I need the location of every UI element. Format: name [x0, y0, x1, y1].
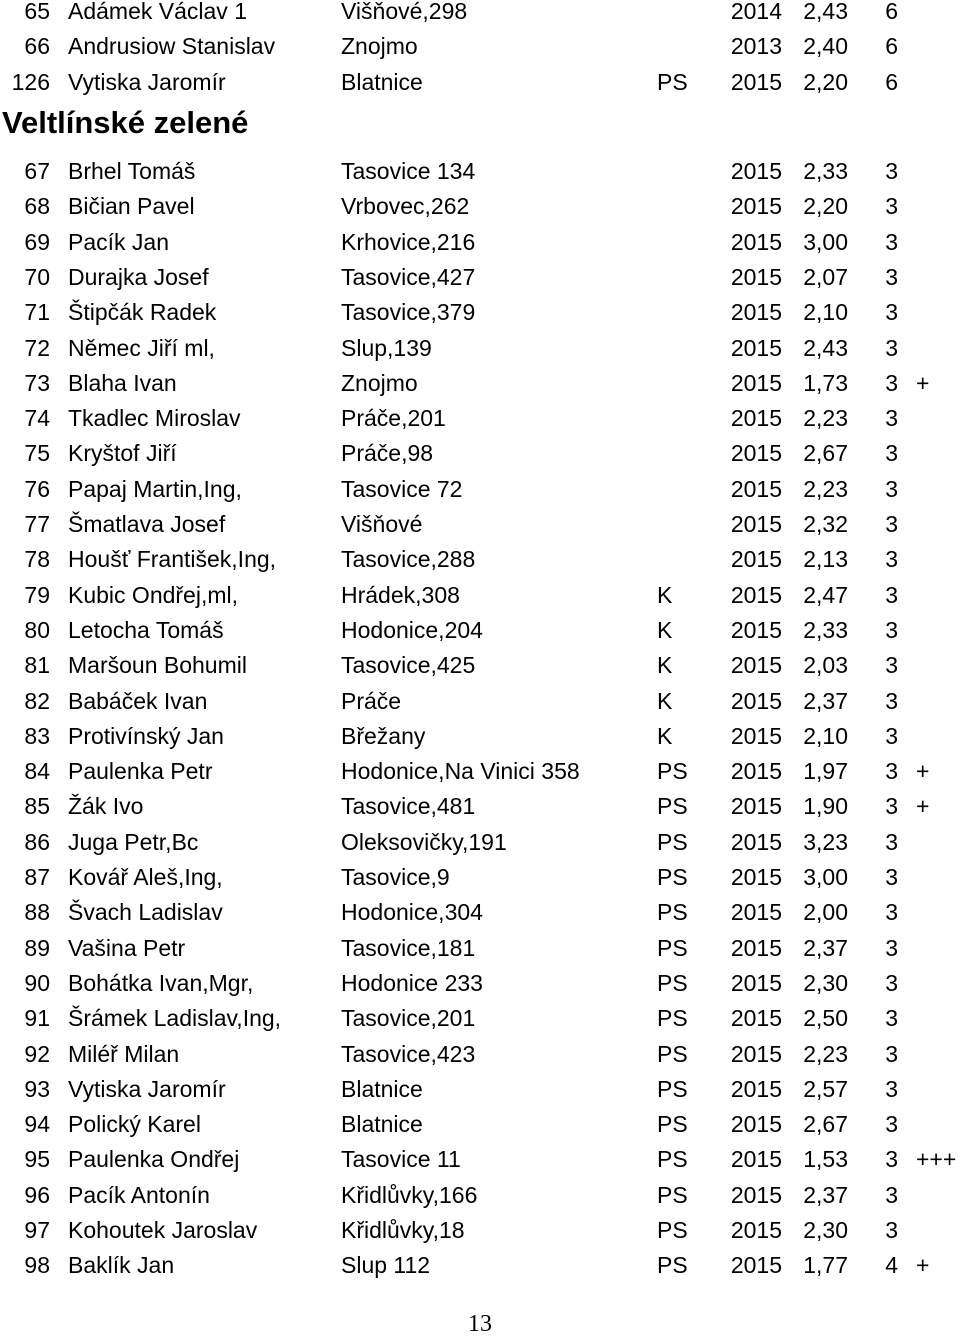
grower-name: Vytiska Jaromír [68, 1075, 226, 1102]
grower-name: Protivínský Jan [68, 722, 224, 749]
score-value: 2,13 [803, 546, 848, 573]
score-value: 2,50 [803, 1005, 848, 1032]
grower-name: Tkadlec Miroslav [68, 405, 241, 432]
sample-count: 3 [885, 193, 898, 220]
score-value: 2,37 [803, 687, 848, 714]
entry-number: 70 [24, 263, 50, 290]
table-row [0, 1142, 960, 1177]
grower-address: Hodonice,304 [341, 899, 483, 926]
table-row [0, 1001, 960, 1036]
grower-name: Baklík Jan [68, 1252, 175, 1279]
section-title: Veltlínské zelené [2, 105, 249, 140]
grower-name: Kryštof Jiří [68, 440, 177, 467]
vintage-year: 2015 [730, 334, 782, 361]
sample-count: 3 [885, 1040, 898, 1067]
category-flag: PS [657, 969, 688, 996]
score-value: 1,97 [803, 758, 848, 785]
grower-name: Brhel Tomáš [68, 158, 196, 184]
score-value: 2,47 [803, 581, 848, 608]
sample-count: 3 [885, 158, 898, 184]
grower-name: Vytiska Jaromír [68, 68, 226, 95]
award-mark: + [916, 758, 930, 785]
grower-address: Znojmo [341, 33, 418, 60]
entry-number: 75 [24, 440, 50, 467]
vintage-year: 2015 [730, 864, 782, 890]
vintage-year: 2015 [730, 405, 782, 432]
entry-number: 74 [24, 405, 50, 432]
sample-count: 3 [885, 616, 898, 643]
sample-count: 3 [885, 828, 898, 855]
category-flag: K [657, 616, 673, 643]
entry-number: 68 [24, 193, 50, 220]
sample-count: 3 [885, 652, 898, 679]
category-flag: PS [657, 1111, 688, 1138]
vintage-year: 2015 [730, 1005, 782, 1032]
entry-number: 98 [24, 1252, 50, 1279]
table-row [0, 613, 960, 648]
vintage-year: 2015 [730, 228, 782, 255]
grower-name: Bohátka Ivan,Mgr, [68, 969, 254, 996]
grower-address: Oleksovičky,191 [341, 828, 507, 855]
grower-address: Blatnice [341, 1075, 423, 1102]
entry-number: 82 [24, 687, 50, 714]
table-row [0, 684, 960, 719]
score-value: 2,37 [803, 934, 848, 961]
table-row [0, 29, 960, 64]
grower-name: Vašina Petr [68, 934, 186, 961]
sample-count: 3 [885, 511, 898, 537]
grower-name: Němec Jiří ml, [68, 334, 215, 361]
score-value: 2,30 [803, 969, 848, 996]
entry-number: 66 [24, 33, 50, 60]
category-flag: PS [657, 1252, 688, 1279]
entry-number: 79 [24, 581, 50, 608]
sample-count: 3 [885, 1146, 898, 1173]
grower-name: Papaj Martin,Ing, [68, 475, 242, 502]
grower-name: Durajka Josef [68, 263, 209, 290]
grower-address: Hodonice 233 [341, 969, 483, 996]
grower-address: Vrbovec,262 [341, 193, 470, 220]
grower-address: Hodonice,Na Vinici 358 [341, 758, 580, 785]
grower-name: Pacík Jan [68, 228, 169, 255]
entry-number: 89 [24, 934, 50, 961]
score-value: 3,00 [803, 228, 848, 255]
score-value: 2,23 [803, 1040, 848, 1067]
score-value: 2,67 [803, 1111, 848, 1138]
score-value: 2,10 [803, 722, 848, 749]
sample-count: 3 [885, 475, 898, 502]
score-value: 2,43 [803, 334, 848, 361]
table-row [0, 0, 960, 29]
table-row [0, 225, 960, 260]
entry-number: 71 [24, 299, 50, 326]
grower-address: Tasovice,379 [341, 299, 476, 326]
entry-number: 85 [24, 793, 50, 820]
score-value: 2,40 [803, 33, 848, 60]
sample-count: 3 [885, 758, 898, 785]
grower-name: Polický Karel [68, 1111, 201, 1138]
grower-address: Práče,201 [341, 405, 446, 432]
score-value: 1,53 [803, 1146, 848, 1173]
table-row [0, 1213, 960, 1248]
table-row [0, 1107, 960, 1142]
entry-number: 78 [24, 546, 50, 573]
entry-number: 126 [11, 68, 50, 95]
category-flag: PS [657, 793, 688, 820]
sample-count: 3 [885, 440, 898, 467]
sample-count: 3 [885, 1181, 898, 1208]
grower-name: Kubic Ondřej,ml, [68, 581, 239, 608]
table-row [0, 260, 960, 295]
entry-number: 72 [24, 334, 50, 361]
score-value: 3,23 [803, 828, 848, 855]
grower-address: Tasovice,425 [341, 652, 476, 679]
sample-count: 6 [885, 68, 898, 95]
grower-name: Andrusiow Stanislav [68, 33, 276, 60]
vintage-year: 2015 [730, 1040, 782, 1067]
table-row [0, 189, 960, 224]
sample-count: 3 [885, 228, 898, 255]
entry-number: 67 [24, 158, 50, 184]
vintage-year: 2015 [730, 299, 782, 326]
sample-count: 3 [885, 969, 898, 996]
category-flag: PS [657, 1005, 688, 1032]
page-number: 13 [468, 1311, 492, 1337]
category-flag: PS [657, 899, 688, 926]
grower-address: Tasovice 134 [341, 158, 476, 184]
score-value: 2,20 [803, 68, 848, 95]
entry-number: 94 [24, 1111, 50, 1138]
score-value: 2,32 [803, 511, 848, 537]
score-value: 3,00 [803, 864, 848, 890]
score-value: 2,23 [803, 405, 848, 432]
grower-address: Hodonice,204 [341, 616, 483, 643]
grower-address: Křidlůvky,18 [341, 1217, 465, 1243]
sample-count: 3 [885, 581, 898, 608]
grower-name: Šrámek Ladislav,Ing, [68, 1005, 282, 1032]
score-value: 2,43 [803, 0, 848, 24]
vintage-year: 2015 [730, 722, 782, 749]
table-row [0, 648, 960, 683]
grower-address: Tasovice,9 [341, 864, 450, 890]
grower-name: Kohoutek Jaroslav [68, 1217, 258, 1243]
grower-name: Letocha Tomáš [68, 616, 224, 643]
score-value: 2,33 [803, 158, 848, 184]
grower-address: Slup,139 [341, 334, 432, 361]
grower-name: Pacík Antonín [68, 1181, 210, 1208]
grower-name: Kovář Aleš,Ing, [68, 864, 223, 890]
grower-name: Švach Ladislav [68, 899, 223, 926]
vintage-year: 2015 [730, 440, 782, 467]
table-row [0, 1037, 960, 1072]
vintage-year: 2015 [730, 546, 782, 573]
grower-name: Miléř Milan [68, 1040, 180, 1067]
vintage-year: 2014 [730, 0, 782, 24]
score-value: 2,20 [803, 193, 848, 220]
table-row [0, 789, 960, 824]
grower-name: Babáček Ivan [68, 687, 208, 714]
entry-number: 92 [24, 1040, 50, 1067]
vintage-year: 2013 [730, 33, 782, 60]
table-row [0, 860, 960, 895]
grower-name: Adámek Václav 1 [68, 0, 247, 24]
grower-address: Tasovice,481 [341, 793, 476, 820]
table-row [0, 507, 960, 542]
vintage-year: 2015 [730, 934, 782, 961]
sample-count: 3 [885, 1217, 898, 1243]
vintage-year: 2015 [730, 1111, 782, 1138]
entry-number: 88 [24, 899, 50, 926]
vintage-year: 2015 [730, 687, 782, 714]
grower-address: Tasovice,201 [341, 1005, 476, 1032]
sample-count: 3 [885, 369, 898, 396]
grower-address: Višňové,298 [341, 0, 468, 24]
table-row [0, 578, 960, 613]
score-value: 2,10 [803, 299, 848, 326]
grower-address: Krhovice,216 [341, 228, 476, 255]
table-row [0, 401, 960, 436]
vintage-year: 2015 [730, 511, 782, 537]
score-value: 2,07 [803, 263, 848, 290]
award-mark: + [916, 369, 930, 396]
entry-number: 87 [24, 864, 50, 890]
sample-count: 3 [885, 546, 898, 573]
table-row [0, 154, 960, 189]
score-value: 1,73 [803, 369, 848, 396]
score-value: 2,30 [803, 1217, 848, 1243]
category-flag: K [657, 722, 673, 749]
score-value: 2,03 [803, 652, 848, 679]
grower-address: Tasovice,288 [341, 546, 476, 573]
table-row [0, 719, 960, 754]
sample-count: 3 [885, 934, 898, 961]
grower-name: Maršoun Bohumil [68, 652, 247, 679]
vintage-year: 2015 [730, 793, 782, 820]
entry-number: 81 [24, 652, 50, 679]
score-value: 1,77 [803, 1252, 848, 1279]
vintage-year: 2015 [730, 969, 782, 996]
sample-count: 3 [885, 687, 898, 714]
sample-count: 4 [885, 1252, 898, 1279]
entry-number: 97 [24, 1217, 50, 1243]
vintage-year: 2015 [730, 158, 782, 184]
category-flag: PS [657, 1181, 688, 1208]
score-value: 2,23 [803, 475, 848, 502]
category-flag: PS [657, 758, 688, 785]
sample-count: 3 [885, 1111, 898, 1138]
table-row [0, 331, 960, 366]
vintage-year: 2015 [730, 475, 782, 502]
entry-number: 80 [24, 616, 50, 643]
vintage-year: 2015 [730, 1181, 782, 1208]
award-mark: + [916, 793, 930, 820]
entry-number: 95 [24, 1146, 50, 1173]
entry-number: 76 [24, 475, 50, 502]
grower-address: Blatnice [341, 68, 423, 95]
grower-address: Slup 112 [341, 1252, 431, 1279]
grower-address: Tasovice 72 [341, 475, 463, 502]
grower-address: Znojmo [341, 369, 418, 396]
grower-address: Tasovice,423 [341, 1040, 476, 1067]
category-flag: PS [657, 864, 688, 890]
vintage-year: 2015 [730, 369, 782, 396]
table-row [0, 931, 960, 966]
sample-count: 3 [885, 299, 898, 326]
category-flag: PS [657, 1040, 688, 1067]
table-row [0, 366, 960, 401]
score-value: 2,37 [803, 1181, 848, 1208]
vintage-year: 2015 [730, 616, 782, 643]
award-mark: +++ [916, 1146, 957, 1173]
entry-number: 84 [24, 758, 50, 785]
sample-count: 3 [885, 864, 898, 890]
grower-address: Blatnice [341, 1111, 423, 1138]
grower-name: Štipčák Radek [68, 299, 217, 326]
table-row [0, 436, 960, 471]
score-value: 2,00 [803, 899, 848, 926]
entry-number: 77 [24, 511, 50, 537]
table-row [0, 754, 960, 789]
grower-name: Žák Ivo [68, 793, 144, 820]
vintage-year: 2015 [730, 758, 782, 785]
table-row [0, 825, 960, 860]
table-row [0, 1072, 960, 1107]
vintage-year: 2015 [730, 581, 782, 608]
entry-number: 73 [24, 369, 50, 396]
score-value: 2,67 [803, 440, 848, 467]
award-mark: + [916, 1252, 930, 1279]
entry-number: 86 [24, 828, 50, 855]
grower-address: Tasovice,427 [341, 263, 476, 290]
table-row [0, 1248, 960, 1283]
table-row [0, 65, 960, 100]
grower-name: Juga Petr,Bc [68, 828, 199, 855]
table-row [0, 1178, 960, 1213]
sample-count: 3 [885, 793, 898, 820]
vintage-year: 2015 [730, 263, 782, 290]
category-flag: PS [657, 68, 688, 95]
entry-number: 69 [24, 228, 50, 255]
vintage-year: 2015 [730, 652, 782, 679]
grower-address: Práče,98 [341, 440, 434, 467]
table-row [0, 966, 960, 1001]
score-value: 2,57 [803, 1075, 848, 1102]
category-flag: PS [657, 1075, 688, 1102]
sample-count: 3 [885, 899, 898, 926]
grower-address: Tasovice 11 [341, 1146, 461, 1173]
grower-name: Houšť František,Ing, [68, 546, 277, 573]
score-value: 2,33 [803, 616, 848, 643]
vintage-year: 2015 [730, 1146, 782, 1173]
sample-count: 3 [885, 263, 898, 290]
table-row [0, 295, 960, 330]
entry-number: 96 [24, 1181, 50, 1208]
grower-name: Bičian Pavel [68, 193, 195, 220]
entry-number: 91 [24, 1005, 50, 1032]
grower-address: Práče [341, 687, 402, 714]
entry-number: 93 [24, 1075, 50, 1102]
table-row [0, 895, 960, 930]
grower-name: Paulenka Ondřej [68, 1146, 240, 1173]
category-flag: PS [657, 934, 688, 961]
sample-count: 3 [885, 405, 898, 432]
sample-count: 6 [885, 33, 898, 60]
grower-address: Višňové [341, 511, 423, 537]
grower-address: Hrádek,308 [341, 581, 460, 608]
vintage-year: 2015 [730, 68, 782, 95]
category-flag: K [657, 581, 673, 608]
grower-name: Paulenka Petr [68, 758, 213, 785]
entry-number: 83 [24, 722, 50, 749]
entry-number: 90 [24, 969, 50, 996]
vintage-year: 2015 [730, 899, 782, 926]
category-flag: PS [657, 1217, 688, 1243]
vintage-year: 2015 [730, 1217, 782, 1243]
vintage-year: 2015 [730, 1252, 782, 1279]
category-flag: PS [657, 1146, 688, 1173]
sample-count: 3 [885, 334, 898, 361]
grower-name: Šmatlava Josef [68, 511, 226, 537]
category-flag: PS [657, 828, 688, 855]
entry-number: 65 [24, 0, 50, 24]
grower-address: Tasovice,181 [341, 934, 476, 961]
category-flag: K [657, 687, 673, 714]
table-row [0, 472, 960, 507]
sample-count: 3 [885, 1075, 898, 1102]
grower-address: Břežany [341, 722, 426, 749]
vintage-year: 2015 [730, 193, 782, 220]
grower-name: Blaha Ivan [68, 369, 177, 396]
score-value: 1,90 [803, 793, 848, 820]
vintage-year: 2015 [730, 828, 782, 855]
grower-address: Křidlůvky,166 [341, 1181, 478, 1208]
sample-count: 6 [885, 0, 898, 24]
vintage-year: 2015 [730, 1075, 782, 1102]
sample-count: 3 [885, 722, 898, 749]
category-flag: K [657, 652, 673, 679]
table-row [0, 542, 960, 577]
sample-count: 3 [885, 1005, 898, 1032]
